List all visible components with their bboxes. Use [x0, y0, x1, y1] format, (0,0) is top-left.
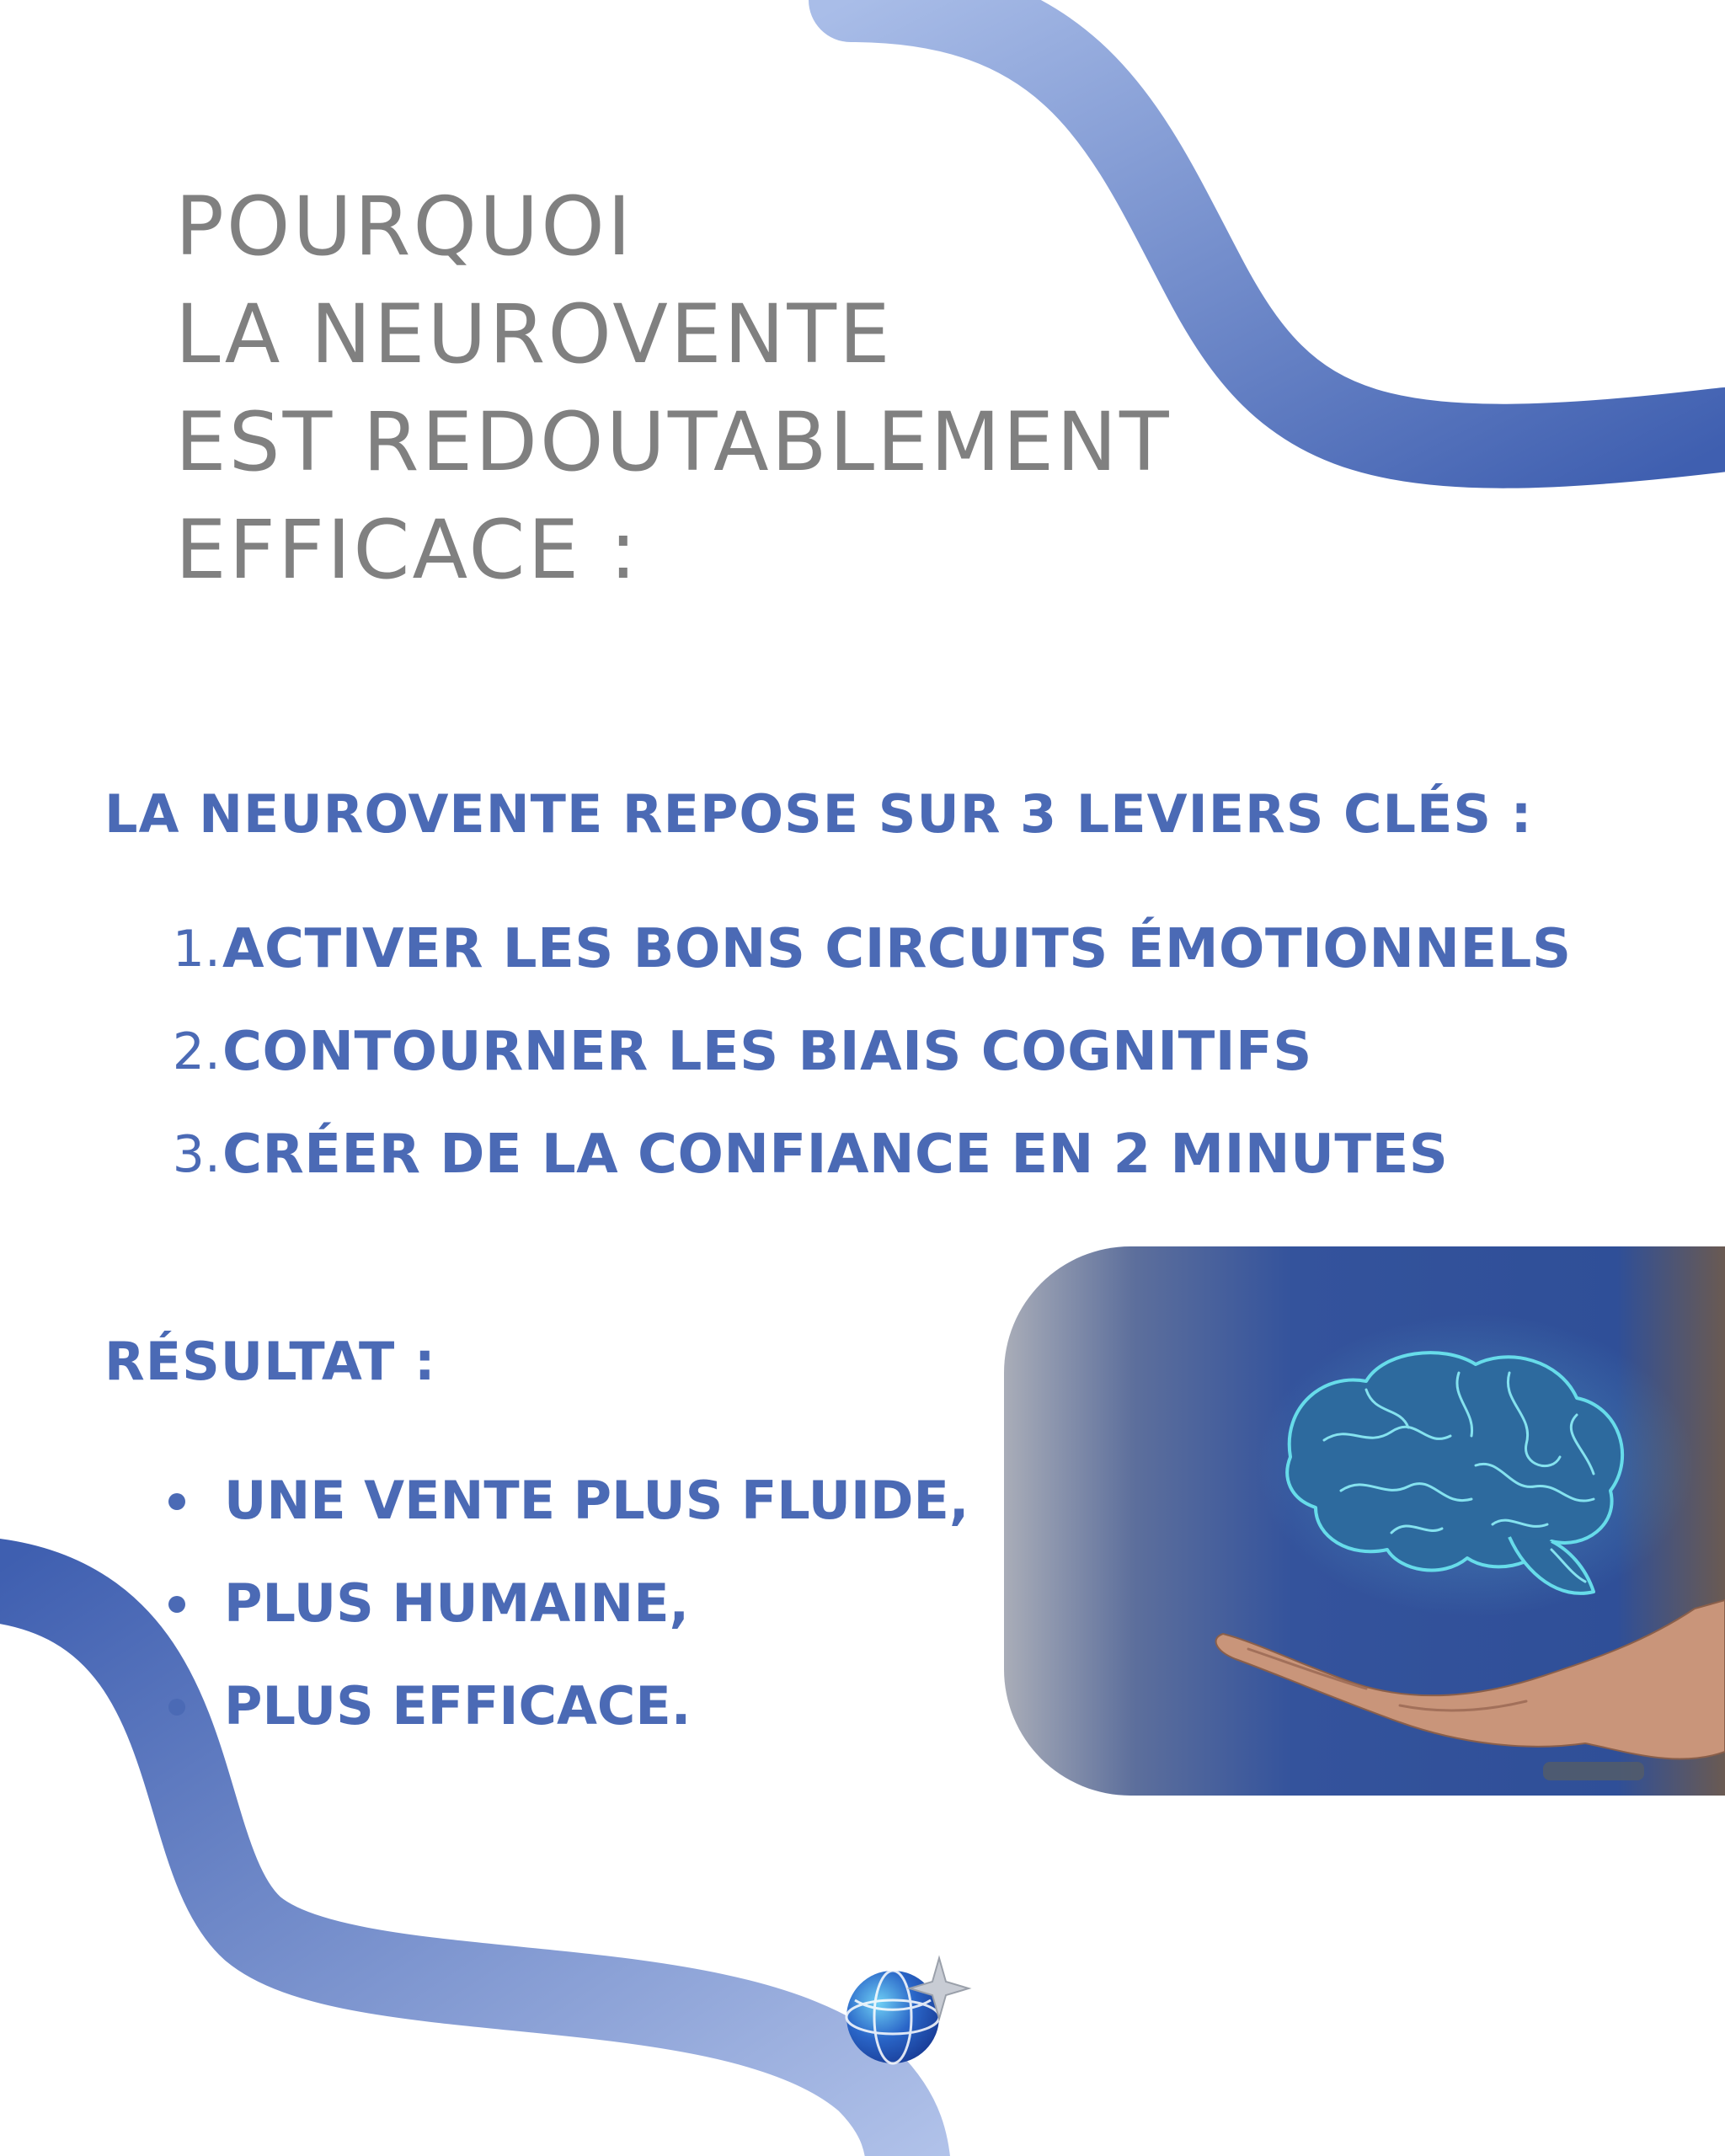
list-item — [160, 1470, 969, 1572]
list-number: 1. — [172, 920, 221, 979]
bullet-icon — [168, 1699, 185, 1716]
list-item — [143, 1123, 1572, 1226]
lever-label: CONTOURNER LES BIAIS COGNITIFS — [222, 1021, 1312, 1083]
lever-label: CRÉER DE LA CONFIANCE EN 2 MINUTES — [222, 1123, 1449, 1186]
result-label: PLUS HUMAINE, — [224, 1572, 690, 1634]
lever-label: ACTIVER LES BONS CIRCUITS ÉMOTIONNELS — [222, 918, 1572, 980]
list-item — [143, 1021, 1572, 1123]
globe-logo-icon — [838, 1950, 973, 2068]
title-line: EFFICACE : — [175, 503, 639, 597]
list-item — [143, 918, 1572, 1021]
list-number: 3. — [172, 1125, 221, 1184]
bullet-icon — [168, 1596, 185, 1613]
result-list — [160, 1470, 969, 1778]
brain-over-hand-icon — [1004, 1246, 1725, 1796]
page-title — [175, 173, 1172, 604]
levers-list — [143, 918, 1572, 1226]
result-label: UNE VENTE PLUS FLUIDE, — [224, 1470, 969, 1531]
list-number: 2. — [172, 1022, 221, 1081]
list-item — [160, 1572, 969, 1675]
result-label: PLUS EFFICACE. — [224, 1675, 692, 1737]
title-line: EST REDOUTABLEMENT — [175, 395, 1172, 489]
bullet-icon — [168, 1493, 185, 1510]
title-line: LA NEUROVENTE — [175, 287, 893, 382]
brand-logo — [838, 1950, 973, 2068]
title-line: POURQUOI — [175, 179, 634, 274]
brain-photo — [1004, 1246, 1725, 1796]
levers-heading: LA NEUROVENTE REPOSE SUR 3 LEVIERS CLÉS : — [104, 783, 1533, 845]
result-heading: RÉSULTAT : — [104, 1331, 436, 1392]
list-item — [160, 1675, 969, 1778]
